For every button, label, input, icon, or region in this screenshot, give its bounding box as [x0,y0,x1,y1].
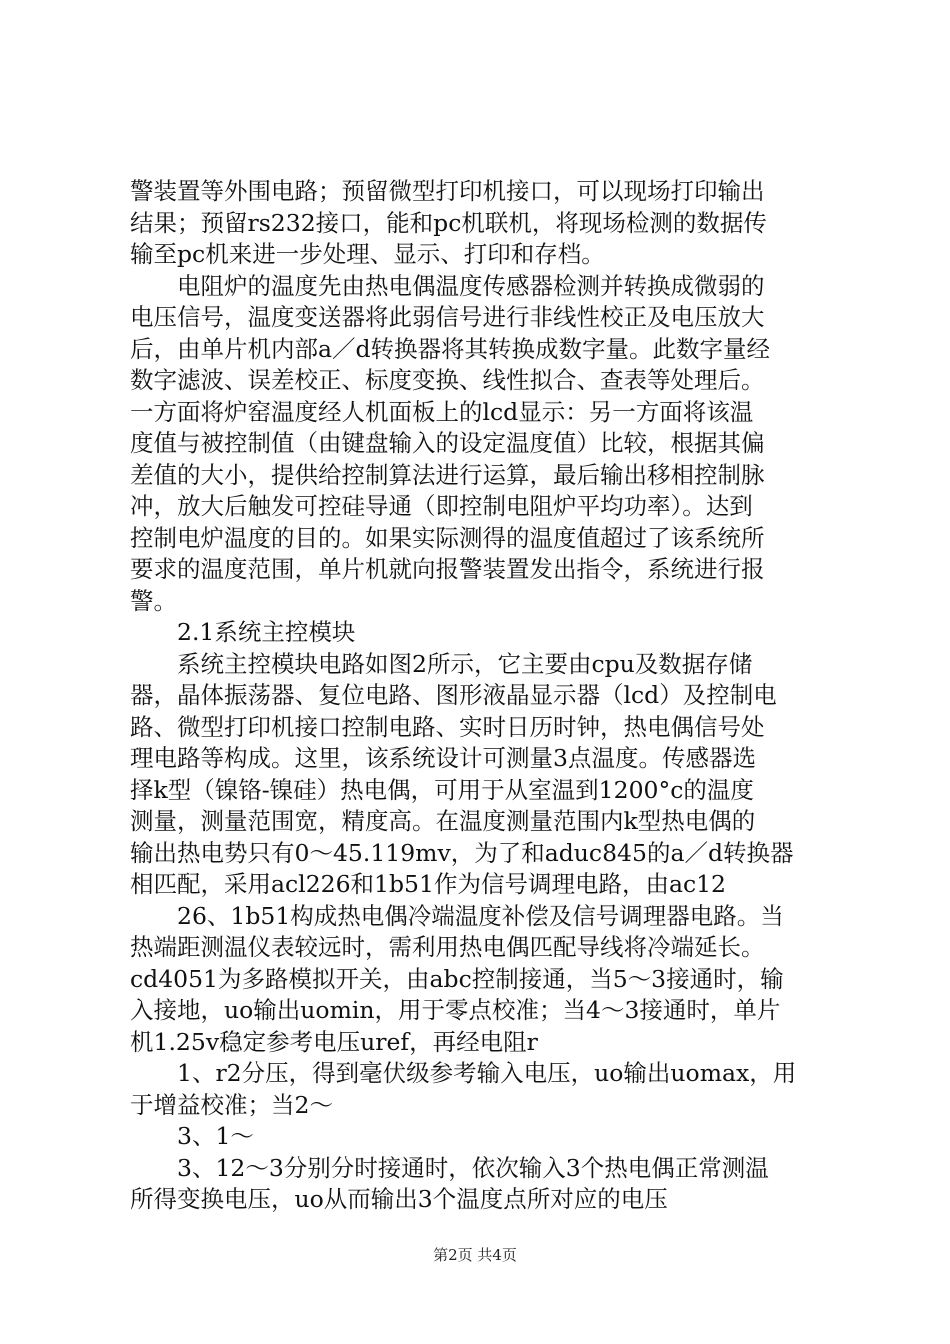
paragraph-3: 系统主控模块电路如图2所示，它主要由cpu及数据存储 器，晶体振荡器、复位电路、图形液晶显示器（lcd）及控制电 路、微型打印机接口控制电路、实时日历时钟，热电偶信号处 理电路等构成。这里，该系统设计可测量3点温度。传感器选 择k型（镍铬-镍硅）热电偶，可用于从室温到1200°c的温度 测量，测量范围宽，精度高。在温度测量范围内k型热电偶的 输出热电势只有0～45.119mv，为了和aduc845的a／d转换器 相匹配，采用acl226和1b51作为信号调理电路，由ac12 [130,649,794,898]
paragraph-6: 3、1～ [130,1122,254,1150]
paragraph-1: 警装置等外围电路；预留微型打印机接口，可以现场打印输出 结果；预留rs232接口，能和pc机联机，将现场检测的数据传 输至pc机来进一步处理、显示、打印和存档。 [130,177,767,268]
paragraph-4: 26、1b51构成热电偶冷端温度补偿及信号调理器电路。当 热端距测温仪表较远时，需利用热电偶匹配导线将冷端延长。 cd4051为多路模拟开关，由abc控制接通，当5～3接通时，输 入接地，uo输出uomin，用于零点校准；当4～3接通时，单片 机1.25v稳定参考电压uref，再经电阻r [130,901,784,1056]
body-text [130,176,832,1216]
section-heading: 2.1系统主控模块 [130,618,356,646]
paragraph-5: 1、r2分压，得到毫伏级参考输入电压，uo输出uomax，用 于增益校准；当2～ [130,1059,797,1119]
paragraph-2: 电阻炉的温度先由热电偶温度传感器检测并转换成微弱的 电压信号，温度变送器将此弱信号进行非线性校正及电压放大 后，由单片机内部a／d转换器将其转换成数字量。此数字量经 数字滤波、误差校正、标度变换、线性拟合、查表等处理后。 一方面将炉窑温度经人机面板上的lcd显示：另一方面将该温 度值与被控制值（由键盘输入的设定温度值）比较，根据其偏 差值的大小，提供给控制算法进行运算，最后输出移相控制脉 冲，放大后触发可控硅导通（即控制电阻炉平均功率）。达到 控制电炉温度的目的。如果实际测得的温度值超过了该系统所 要求的温度范围，单片机就向报警装置发出指令，系统进行报 警。 [130,271,771,615]
paragraph-7: 3、12～3分别分时接通时，依次输入3个热电偶正常测温 所得变换电压，uo从而输出3个温度点所对应的电压 [130,1153,769,1213]
page-footer: 第2页 共4页 [433,1246,517,1264]
